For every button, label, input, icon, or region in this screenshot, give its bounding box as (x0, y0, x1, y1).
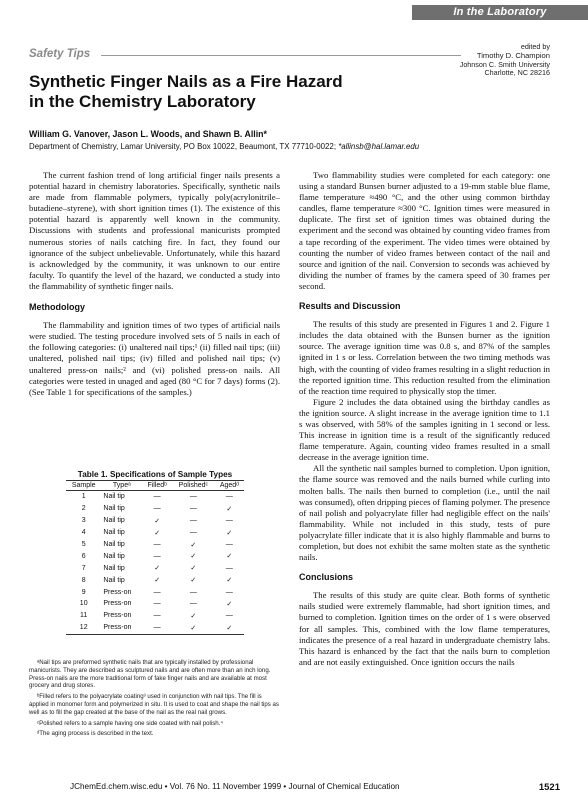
cell-aged: ✓ (226, 577, 233, 585)
contact-email[interactable]: *allinsb@hal.lamar.edu (338, 142, 420, 151)
cell-sample: 11 (80, 612, 88, 620)
cell-aged: — (225, 493, 233, 501)
cell-aged: — (225, 588, 233, 596)
col-header-aged: Agedᵈ (215, 481, 244, 491)
cell-filled: ✓ (154, 517, 161, 525)
table-row (66, 610, 244, 622)
cell-sample: 7 (81, 564, 86, 572)
cell-type: Nail tip (103, 493, 125, 501)
cell-filled: — (142, 622, 172, 634)
col-header-type: Typeᵃ (101, 481, 142, 491)
cell-type: Press-on (103, 612, 132, 620)
cell-aged: ✓ (215, 622, 244, 634)
article-title (29, 72, 429, 111)
footnote-b: ᵇFilled refers to the polyacrylate coating³ used in conjunction with nail tips. The fill is applied in monomer form and polymerized in situ. It is used to coat and shape the nail tips as well as to fill the gap created at the base of the nail as the real nail grows. (29, 693, 279, 716)
cell-polished: ✓ (190, 612, 197, 620)
cell-sample: 6 (81, 552, 86, 560)
table-row (66, 562, 244, 574)
cell-sample: 2 (81, 505, 86, 513)
intro-paragraph: The current fashion trend of long artificial finger nails presents a potential hazard in chemistry laboratories. Specifically, synthetic nails are made from flammable polymers, typically poly(acrylonitrile–butadiene–styrene), with short ignition times (1). The existence of this potential hazard is apparently well known in the community. Discussions with students and professional manicurists prompted numerous stories of nails catching fire. In fact, they found our ignorance of the subject unbelievable. Unfortunately, while this hazard is acknowledged by the community, it was unknown to our entire faculty. To quantify the level of the hazard, we conducted a study into the flammability of synthetic finger nails. (29, 170, 280, 291)
column-tag-rule (101, 55, 461, 56)
cell-polished: ✓ (190, 577, 197, 585)
results-paragraph-1: The results of this study are presented in Figures 1 and 2. Figure 1 includes the data obtained with the Bunsen burner as the ignition source. The average ignition time was 0.8 s, and 87% of the samples ignited in 1 s or less. Correlation between the two timing methods was high, with the counting of video frames resulting in a slight reduction in the reported ignition time. This reduction resulted from the elimination of the reaction time required to physically stop the timer. (299, 319, 550, 396)
table-row (66, 515, 244, 527)
results-paragraph-3: All the synthetic nail samples burned to completion. Upon ignition, the flame source was removed and the nails burned while curling into molten balls. The nails then burned to completion (i.e., until the nail was consumed), often dripping pieces of flaming polymer. The presence of nail polish and polyacrylate filler had negligible effect on the nails' flammability. While not included in this study, tests of pure polyacrylate filler indicate that it is also highly flammable and burns to completion, but does not exhibit the same molten state as the synthetic nails. (299, 463, 550, 563)
cell-aged: — (225, 564, 233, 572)
cell-polished: ✓ (172, 622, 215, 634)
cell-aged: ✓ (226, 553, 233, 561)
table-row (66, 503, 244, 515)
page-number: 1521 (538, 782, 560, 793)
section-banner: In the Laboratory (412, 5, 588, 20)
cell-sample: 1 (81, 493, 86, 501)
cell-type: Press-on (103, 588, 132, 596)
procedure-paragraph: Two flammability studies were completed for each category: one using a standard Bunsen burner adjusted to a 19-mm stable blue flame, flame temperature ≈490 °C, and the other using common birthday candles, flame temperature ≈300 °C. Ignition times were measured in duplicate. The first set of ignition times was obtained during the experiment and the second was obtained by counting video frames from a tape recording of the experiment. The video times were obtained by counting the number of video frames between contact of the nail and source and ignition of the nail. Conversion to seconds was achieved by dividing the number of frames by the camera speed of 30 frames per second. (299, 170, 550, 291)
sample-spec-table (66, 480, 244, 635)
methodology-paragraph: The flammability and ignition times of two types of artificial nails were studied. The testing procedure involved sets of 5 nails in each of the following categories: (i) unaltered nail tips;¹ (ii) filled nail tips; (iii) unaltered, polished nail tips; (iv) filled and polished nail tips; (v) unaltered press-on nails;² and (vi) polished press-on nails. All categories were tested in unaged and aged (80 °C for 7 days) forms (2). (See Table 1 for specifications of the samples.) (29, 320, 280, 397)
sample-table-block (66, 470, 244, 635)
cell-polished: ✓ (190, 553, 197, 561)
col-header-polished: Polishedᶜ (172, 481, 215, 491)
cell-aged: — (225, 517, 233, 525)
cell-type: Nail tip (103, 576, 125, 584)
editor-label: edited by (520, 42, 550, 51)
cell-filled: — (153, 600, 161, 608)
cell-sample: 4 (81, 529, 86, 537)
cell-filled: — (153, 588, 161, 596)
cell-sample: 9 (81, 588, 86, 596)
editor-location: Charlotte, NC 28216 (484, 68, 550, 78)
cell-polished: — (189, 493, 197, 501)
right-column (299, 170, 550, 668)
cell-aged: — (225, 612, 233, 620)
table-row (66, 491, 244, 503)
author-list: William G. Vanover, Jason L. Woods, and Shawn B. Allin* (29, 129, 267, 139)
results-heading: Results and Discussion (299, 301, 401, 312)
table-row (66, 622, 244, 634)
cell-filled: — (153, 505, 161, 513)
cell-filled: — (153, 552, 161, 560)
author-affiliation (29, 142, 419, 151)
cell-polished: ✓ (190, 541, 197, 549)
cell-polished: — (189, 529, 197, 537)
col-header-filled: Filledᵇ (142, 481, 172, 491)
cell-aged: — (225, 541, 233, 548)
methodology-heading: Methodology (29, 302, 85, 313)
cell-filled: — (153, 493, 161, 501)
table-header-row (66, 481, 244, 491)
cell-filled: ✓ (154, 577, 161, 585)
cell-filled: ✓ (154, 565, 161, 573)
results-paragraph-2: Figure 2 includes the data obtained using the birthday candles as the ignition source. A slight increase in the average ignition time to 1.1 s was observed, with 58% of the samples igniting in 1 second or less. This increase in ignition time is a result of the significantly reduced flame temperature. Again, counting video frames resulted in a small decrease in the average ignition time. (299, 396, 550, 463)
cell-filled: — (153, 541, 161, 548)
col-header-sample: Sample (66, 481, 101, 491)
affiliation-address: Department of Chemistry, Lamar University, PO Box 10022, Beaumont, TX 77710-0022; (29, 142, 337, 151)
cell-sample: 5 (81, 541, 86, 548)
footnote-a: ᵃNail tips are preformed synthetic nails that are typically installed by professional manicurists. They are described as sculptured nails and are often more than an inch long. Press-on nails are the more traditional form of fake finger nails and are available at most grocery and drug stores. (29, 659, 271, 690)
editor-institution: Johnson C. Smith University (459, 59, 550, 69)
footnote-c: ᶜPolished refers to a sample having one side coated with nail polish.⁴ (37, 719, 224, 727)
cell-polished: — (189, 505, 197, 513)
cell-sample: 8 (81, 576, 86, 584)
table-row (66, 574, 244, 586)
table-footnotes (29, 659, 282, 741)
article-title-line1: Synthetic Finger Nails as a Fire Hazard (29, 72, 343, 91)
cell-type: Press-on (101, 622, 142, 634)
cell-polished: — (189, 517, 197, 525)
cell-type: Nail tip (103, 529, 125, 537)
cell-aged: ✓ (226, 505, 233, 513)
conclusions-heading: Conclusions (299, 572, 354, 583)
cell-filled: — (153, 612, 161, 620)
left-column (29, 170, 280, 398)
cell-sample: 12 (66, 622, 101, 634)
column-tag: Safety Tips (29, 48, 91, 60)
table-row (66, 586, 244, 598)
article-title-line2: in the Chemistry Laboratory (29, 91, 256, 111)
cell-type: Nail tip (103, 552, 125, 560)
cell-aged: ✓ (226, 600, 233, 608)
page-footer (70, 782, 560, 791)
cell-type: Nail tip (103, 564, 125, 572)
editor-name: Timothy D. Champion (476, 50, 550, 60)
cell-sample: 10 (79, 600, 88, 608)
conclusions-paragraph: The results of this study are quite clear. Both forms of synthetic nails studied were extremely flammable, had short ignition times, and burned to completion. Ignition times on the order of 1 s were observed for all samples. This, combined with the low flame temperatures, indicates the presence of a real hazard in undergraduate chemistry labs. This hazard is enhanced by the fact that the nails burn to completion and are not easily extinguished. Once ignition occurs the nails (299, 590, 550, 667)
cell-polished: ✓ (190, 565, 197, 573)
table-title: Table 1. Specifications of Sample Types (77, 470, 233, 479)
table-row (66, 527, 244, 539)
cell-type: Nail tip (103, 517, 125, 525)
table-row (66, 598, 244, 610)
cell-type: Press-on (103, 600, 132, 608)
cell-type: Nail tip (103, 505, 125, 513)
cell-aged: ✓ (226, 529, 233, 537)
table-row (66, 550, 244, 562)
cell-sample: 3 (81, 517, 86, 525)
cell-polished: — (189, 588, 197, 596)
cell-filled: ✓ (154, 529, 161, 537)
editor-credit (460, 43, 550, 78)
cell-type: Nail tip (103, 541, 125, 548)
table-row (66, 539, 244, 551)
footnote-d: ᵈThe aging process is described in the text. (37, 730, 154, 738)
cell-polished: — (189, 600, 197, 608)
footer-journal-info: JChemEd.chem.wisc.edu • Vol. 76 No. 11 November 1999 • Journal of Chemical Education (70, 782, 400, 791)
